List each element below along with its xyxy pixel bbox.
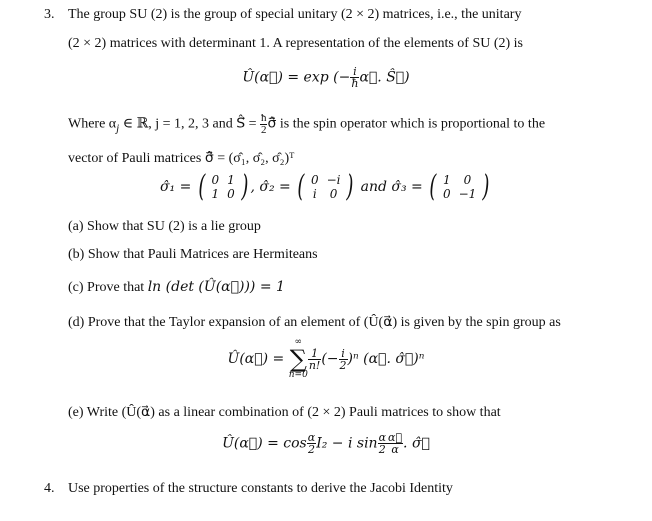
taylor-expansion-equation: Û(α⃗) = ∞ ∑ n=0 $\frac{1}{n!}$ (− $\frac{i}{2}$ )ⁿ (α⃗. σ̂⃗)ⁿ [227, 337, 425, 380]
pauli-matrix-3 [439, 173, 480, 201]
pauli-matrix-2 [307, 173, 345, 201]
matrix-cell: 1 [211, 187, 220, 201]
question-4-number: 4. [44, 481, 55, 496]
matrix-cell: 0 [227, 187, 235, 201]
question-3-number: 3. [44, 7, 55, 22]
part-a: (a) Show that SU (2) is a lie group [68, 219, 261, 234]
q3-where-line: Where $\alpha_j$ ∈ ℝ, j = 1, 2, 3 and Ŝ⃗ = $\frac{ħ}{2}$ σ̂⃗ is the spin operator which is proportional to the [68, 112, 546, 136]
linear-combination-equation: Û(α⃗) = cos $\frac{\alpha}{2}$ I₂ − i sin $\frac{\alpha}{2}$ $\frac{\alpha⃗}{\alpha}$ . σ̂⃗ [222, 431, 430, 456]
part-e: (e) Write (Û(α⃗) as a linear combination of (2 × 2) Pauli matrices to show that [68, 405, 501, 420]
matrix-cell: 0 [442, 187, 451, 201]
equation-representation: Û(α⃗) = exp (− $\frac{i}{ħ}$ α⃗. Ŝ⃗) [242, 65, 410, 90]
matrix-cell: −i [326, 173, 341, 187]
part-c: (c) Prove that ln (det (Û(α⃗))) = 1 [68, 279, 285, 295]
question-4-text: Use properties of the structure constants to derive the Jacobi Identity [68, 481, 453, 496]
matrix-cell: 0 [463, 173, 472, 187]
pauli-matrices-equation: σ̂₁ = ( 0 1 1 0 ) , σ̂₂ = ( 0 −i i 0 ) and σ̂₃ = ( 1 0 0 −1 ) [159, 169, 490, 204]
q3-intro-line-2: (2 × 2) matrices with determinant 1. A representation of the elements of SU (2) is [68, 36, 523, 51]
matrix-cell: 1 [227, 173, 235, 187]
matrix-cell: 0 [329, 187, 338, 201]
part-d: (d) Prove that the Taylor expansion of an element of (Û(α⃗) is given by the spin group as [68, 315, 561, 330]
matrix-cell: 0 [211, 173, 220, 187]
pauli-matrix-1 [208, 173, 239, 201]
matrix-cell: i [312, 187, 317, 201]
part-b: (b) Show that Pauli Matrices are Hermiteans [68, 247, 318, 262]
matrix-cell: 1 [442, 173, 451, 187]
matrix-cell: −1 [458, 187, 477, 201]
q3-pauli-vector-line: vector of Pauli matrices σ̂⃗ = (σ̂₁, σ̂₂, σ̂₂)ᵀ [68, 151, 295, 166]
q3-intro-line-1: The group SU (2) is the group of special unitary (2 × 2) matrices, i.e., the unitary [68, 7, 522, 22]
matrix-cell: 0 [310, 173, 319, 187]
